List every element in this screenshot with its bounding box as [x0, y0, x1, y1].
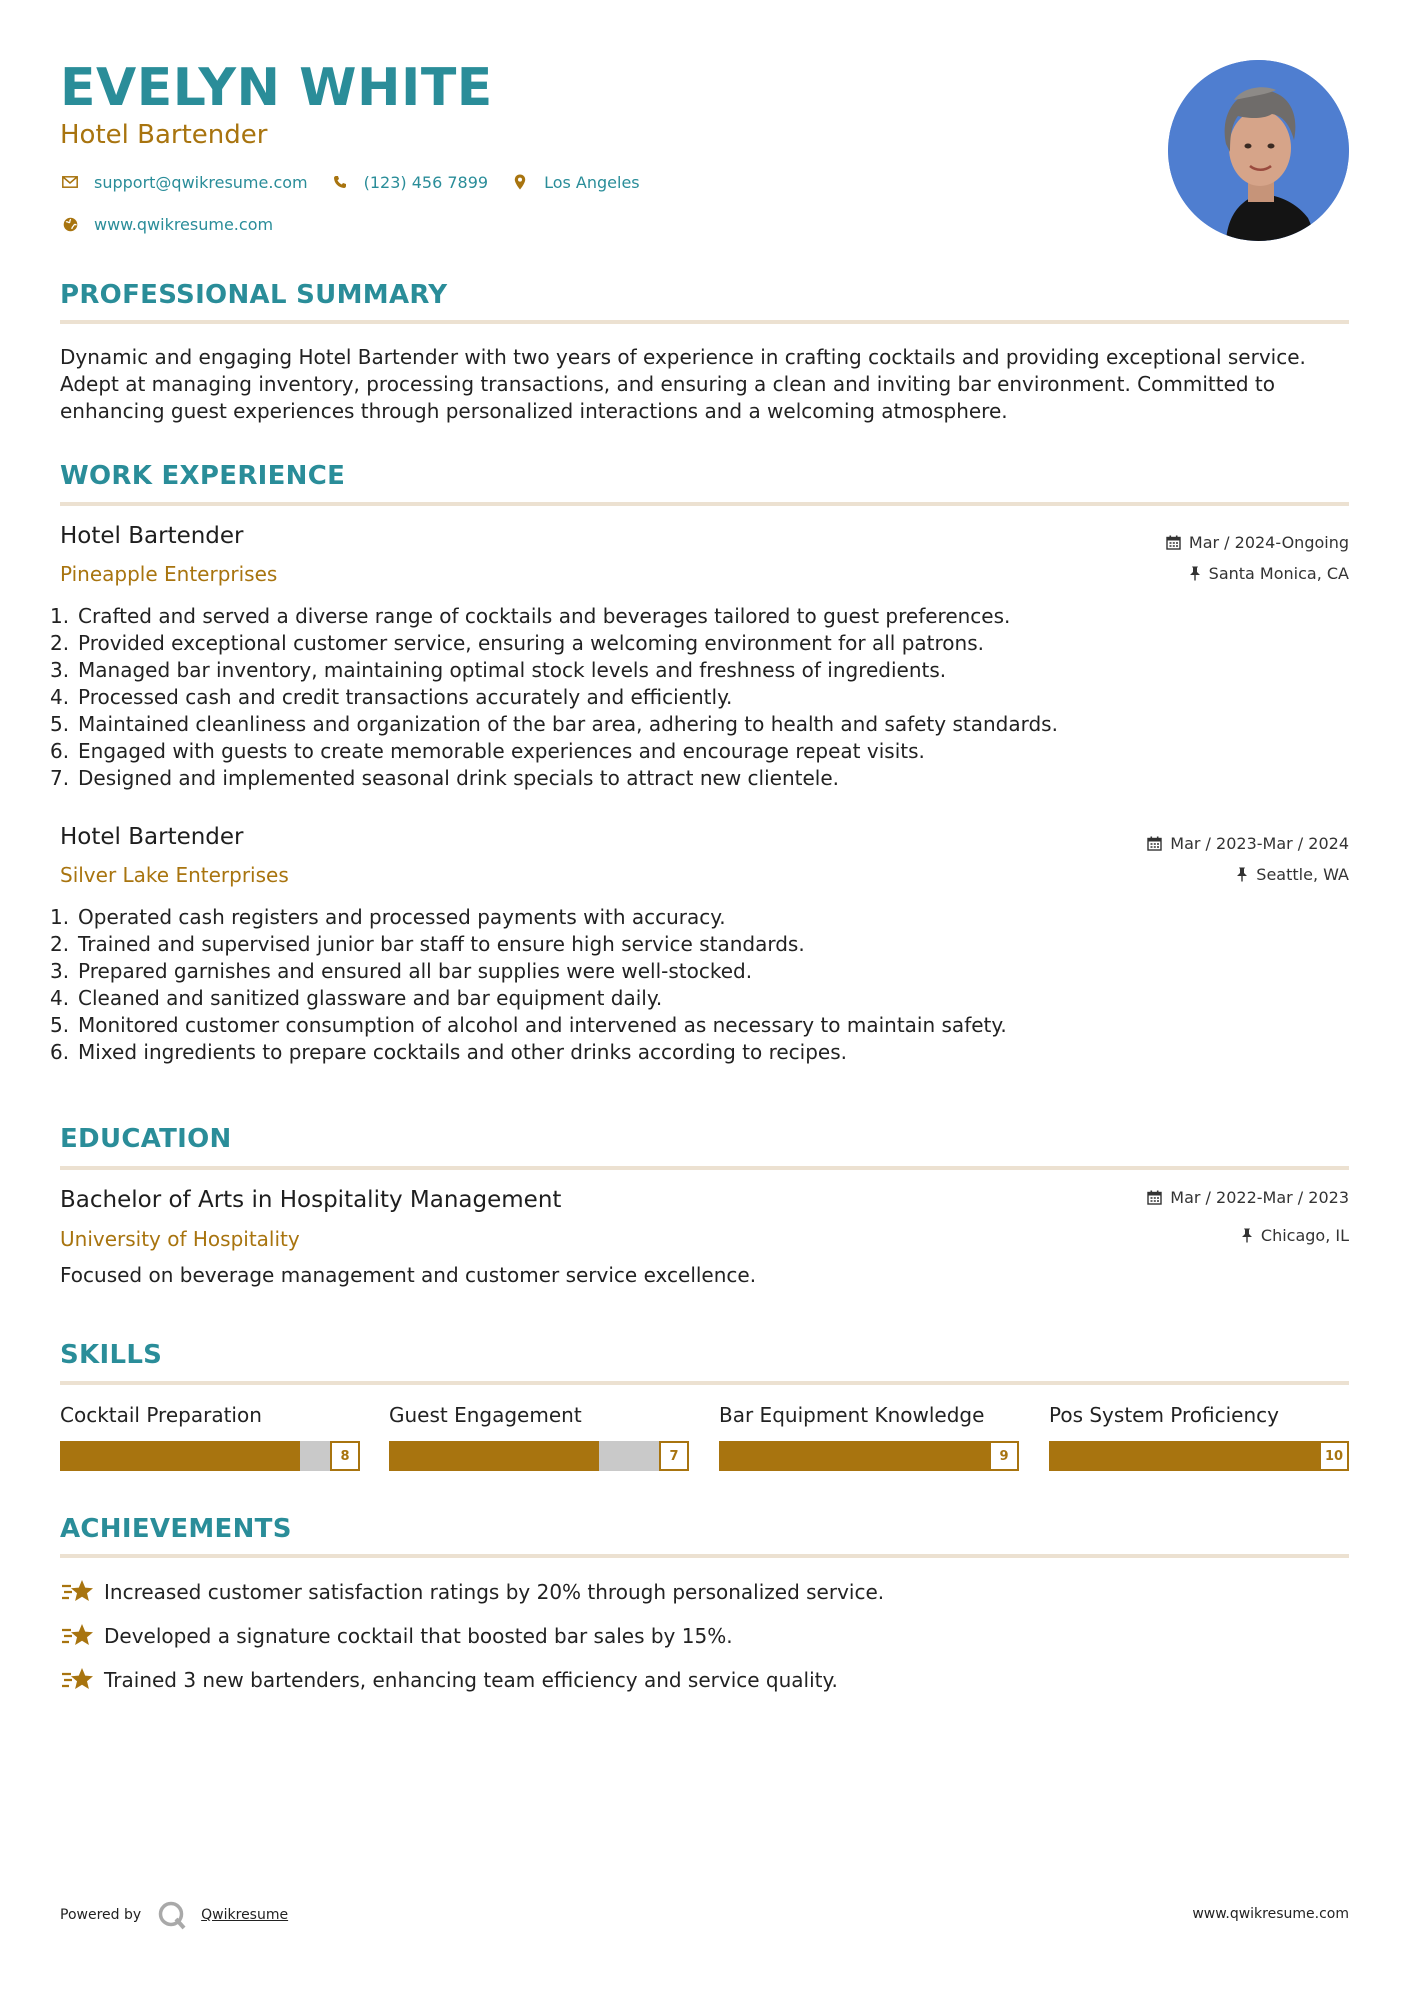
job-company: Silver Lake Enterprises: [60, 863, 289, 887]
skill-level-bar: [719, 1441, 1019, 1471]
job-company: Pineapple Enterprises: [60, 562, 278, 586]
list-item: 5. Monitored customer consumption of alcohol and intervened as necessary to maintain safety.: [50, 1013, 1007, 1037]
job-dates-text: Mar / 2024-Ongoing: [1188, 533, 1349, 552]
skill-name: Cocktail Preparation: [60, 1403, 262, 1427]
skill-bar-segment-empty: [629, 1441, 659, 1471]
contact-row-secondary: [60, 214, 295, 234]
star-icon: [60, 1621, 94, 1651]
skill-bar-segment-filled: [240, 1441, 270, 1471]
powered-by-text: Powered by: [60, 1907, 142, 1923]
profile-photo: [1168, 60, 1349, 241]
skill-bar-segment-filled: [120, 1441, 150, 1471]
skill-item: [719, 1403, 1019, 1464]
footer-powered-by: [60, 1900, 288, 1930]
achievement-item: [60, 1621, 733, 1651]
skill-bar-segment-empty: [599, 1441, 629, 1471]
skill-level-bar: [389, 1441, 689, 1471]
candidate-role: Hotel Bartender: [60, 120, 268, 150]
skill-bar-segment-empty: [300, 1441, 330, 1471]
skill-bar-segment-filled: [1049, 1441, 1079, 1471]
skill-item: [389, 1403, 689, 1464]
list-item: 2. Trained and supervised junior bar staff to ensure high service standards.: [50, 932, 805, 956]
job-location-text: Santa Monica, CA: [1208, 564, 1349, 583]
skill-bar-segment-filled: [90, 1441, 120, 1471]
skill-bar-segment-filled: [569, 1441, 599, 1471]
skill-bar-segment-filled: [150, 1441, 180, 1471]
achievements-heading: ACHIEVEMENTS: [60, 1514, 292, 1544]
skill-level-bar: [1049, 1441, 1349, 1471]
skill-bar-segment-filled: [1229, 1441, 1259, 1471]
job-dates: [1166, 533, 1349, 552]
website-text: www.qwikresume.com: [94, 214, 274, 234]
skill-bar-segment-filled: [210, 1441, 240, 1471]
skill-bar-segment-filled: [749, 1441, 779, 1471]
calendar-icon: [1147, 1190, 1162, 1205]
skill-bar-segment-filled: [929, 1441, 959, 1471]
achievement-text: Increased customer satisfaction ratings by 20% through personalized service.: [104, 1580, 885, 1604]
skill-name: Bar Equipment Knowledge: [719, 1403, 985, 1427]
list-item: 2. Provided exceptional customer service, ensuring a welcoming environment for all patrons.: [50, 631, 984, 655]
education-description: Focused on beverage management and customer service excellence.: [60, 1263, 757, 1287]
skill-bar-segment-filled: [869, 1441, 899, 1471]
section-divider: [60, 320, 1349, 324]
skill-bar-segment-filled: [1109, 1441, 1139, 1471]
education-dates-text: Mar / 2022-Mar / 2023: [1170, 1188, 1349, 1207]
job-location-text: Seattle, WA: [1256, 865, 1349, 884]
contact-phone[interactable]: [330, 172, 488, 192]
star-icon: [60, 1665, 94, 1695]
education-location-text: Chicago, IL: [1260, 1226, 1349, 1245]
skill-name: Pos System Proficiency: [1049, 1403, 1279, 1427]
calendar-icon: [1147, 836, 1162, 851]
job-location: [1236, 865, 1349, 884]
summary-text: Dynamic and engaging Hotel Bartender with two years of experience in crafting cocktails and providing exceptional service. Adept at managing inventory, processing transactions, and ensuring a clean and inviting bar environment. Committed to enhancing guest experiences through personalized interactions and a welcoming atmosphere.: [60, 345, 1306, 423]
globe-icon: [60, 214, 80, 234]
list-item: 4. Processed cash and credit transactions accurately and efficiently.: [50, 685, 733, 709]
list-item: 1. Operated cash registers and processed payments with accuracy.: [50, 905, 726, 929]
skill-bar-segment-filled: [899, 1441, 929, 1471]
phone-text: (123) 456 7899: [363, 172, 489, 192]
education-heading: EDUCATION: [60, 1124, 232, 1154]
skill-bar-segment-filled: [270, 1441, 300, 1471]
degree-title: Bachelor of Arts in Hospitality Management: [60, 1187, 562, 1213]
job-location: [1189, 564, 1349, 583]
contact-location: [510, 172, 640, 192]
job-dates: [1147, 834, 1349, 853]
contact-email[interactable]: [60, 172, 308, 192]
phone-icon: [330, 172, 350, 192]
achievement-text: Trained 3 new bartenders, enhancing team efficiency and service quality.: [104, 1668, 838, 1692]
list-item: 4. Cleaned and sanitized glassware and bar equipment daily.: [50, 986, 663, 1010]
achievement-item: [60, 1577, 884, 1607]
job-duties-list: [50, 603, 1058, 792]
skill-level-bar: [60, 1441, 360, 1471]
skill-bar-segment-filled: [719, 1441, 749, 1471]
skill-bar-segment-filled: [839, 1441, 869, 1471]
contact-row-primary: [60, 172, 662, 192]
qwikresume-link[interactable]: Qwikresume: [201, 1907, 289, 1923]
skill-bar-segment-filled: [389, 1441, 419, 1471]
skill-bar-segment-filled: [809, 1441, 839, 1471]
skill-bar-segment-filled: [1199, 1441, 1229, 1471]
contact-website[interactable]: [60, 214, 273, 234]
achievement-item: [60, 1665, 838, 1695]
skill-bar-segment-filled: [509, 1441, 539, 1471]
list-item: 7. Designed and implemented seasonal drink specials to attract new clientele.: [50, 766, 839, 790]
job-title: Hotel Bartender: [60, 824, 244, 850]
section-divider: [60, 1554, 1349, 1558]
section-divider: [60, 1381, 1349, 1385]
achievement-text: Developed a signature cocktail that boosted bar sales by 15%.: [104, 1624, 733, 1648]
list-item: 1. Crafted and served a diverse range of cocktails and beverages tailored to guest preferences.: [50, 604, 1011, 628]
list-item: 6. Engaged with guests to create memorable experiences and encourage repeat visits.: [50, 739, 925, 763]
skill-level-badge: 10: [1319, 1441, 1349, 1471]
skill-bar-segment-filled: [959, 1441, 989, 1471]
candidate-name: EVELYN WHITE: [60, 58, 493, 118]
location-text: Los Angeles: [544, 172, 640, 192]
skill-level-badge: 8: [330, 1441, 360, 1471]
list-item: 3. Prepared garnishes and ensured all bar supplies were well-stocked.: [50, 959, 753, 983]
calendar-icon: [1166, 535, 1181, 550]
envelope-icon: [60, 172, 80, 192]
footer-website-link[interactable]: www.qwikresume.com: [1192, 1906, 1349, 1922]
skill-bar-segment-filled: [1079, 1441, 1109, 1471]
list-item: 6. Mixed ingredients to prepare cocktails and other drinks according to recipes.: [50, 1040, 847, 1064]
section-divider: [60, 1166, 1349, 1170]
pushpin-icon: [1241, 1228, 1253, 1243]
skill-bar-segment-filled: [479, 1441, 509, 1471]
skill-bar-segment-filled: [419, 1441, 449, 1471]
skill-bar-segment-filled: [539, 1441, 569, 1471]
skill-item: [1049, 1403, 1349, 1464]
skill-bar-segment-filled: [60, 1441, 90, 1471]
skill-level-badge: 9: [989, 1441, 1019, 1471]
education-location: [1241, 1226, 1349, 1245]
pushpin-icon: [1236, 867, 1248, 882]
list-item: 5. Maintained cleanliness and organization of the bar area, adhering to health and safety standards.: [50, 712, 1058, 736]
education-dates: [1147, 1188, 1349, 1207]
skill-bar-segment-filled: [449, 1441, 479, 1471]
skill-bar-segment-filled: [180, 1441, 210, 1471]
skill-name: Guest Engagement: [389, 1403, 582, 1427]
star-icon: [60, 1577, 94, 1607]
skill-bar-segment-filled: [1139, 1441, 1169, 1471]
section-divider: [60, 502, 1349, 506]
job-duties-list: [50, 904, 1007, 1066]
skill-level-badge: 7: [659, 1441, 689, 1471]
school-name: University of Hospitality: [60, 1227, 300, 1251]
list-item: 3. Managed bar inventory, maintaining optimal stock levels and freshness of ingredients.: [50, 658, 947, 682]
skill-item: [60, 1403, 360, 1464]
map-pin-icon: [510, 172, 530, 192]
skill-bar-segment-filled: [1259, 1441, 1289, 1471]
skill-bar-segment-filled: [779, 1441, 809, 1471]
experience-heading: WORK EXPERIENCE: [60, 461, 346, 491]
job-title: Hotel Bartender: [60, 523, 244, 549]
skill-bar-segment-filled: [1169, 1441, 1199, 1471]
job-dates-text: Mar / 2023-Mar / 2024: [1170, 834, 1349, 853]
pushpin-icon: [1189, 566, 1201, 581]
skill-bar-segment-filled: [1289, 1441, 1319, 1471]
email-text: support@qwikresume.com: [94, 172, 308, 192]
summary-heading: PROFESSIONAL SUMMARY: [60, 280, 448, 310]
qwikresume-logo-icon: [157, 1900, 187, 1930]
skills-heading: SKILLS: [60, 1340, 163, 1370]
